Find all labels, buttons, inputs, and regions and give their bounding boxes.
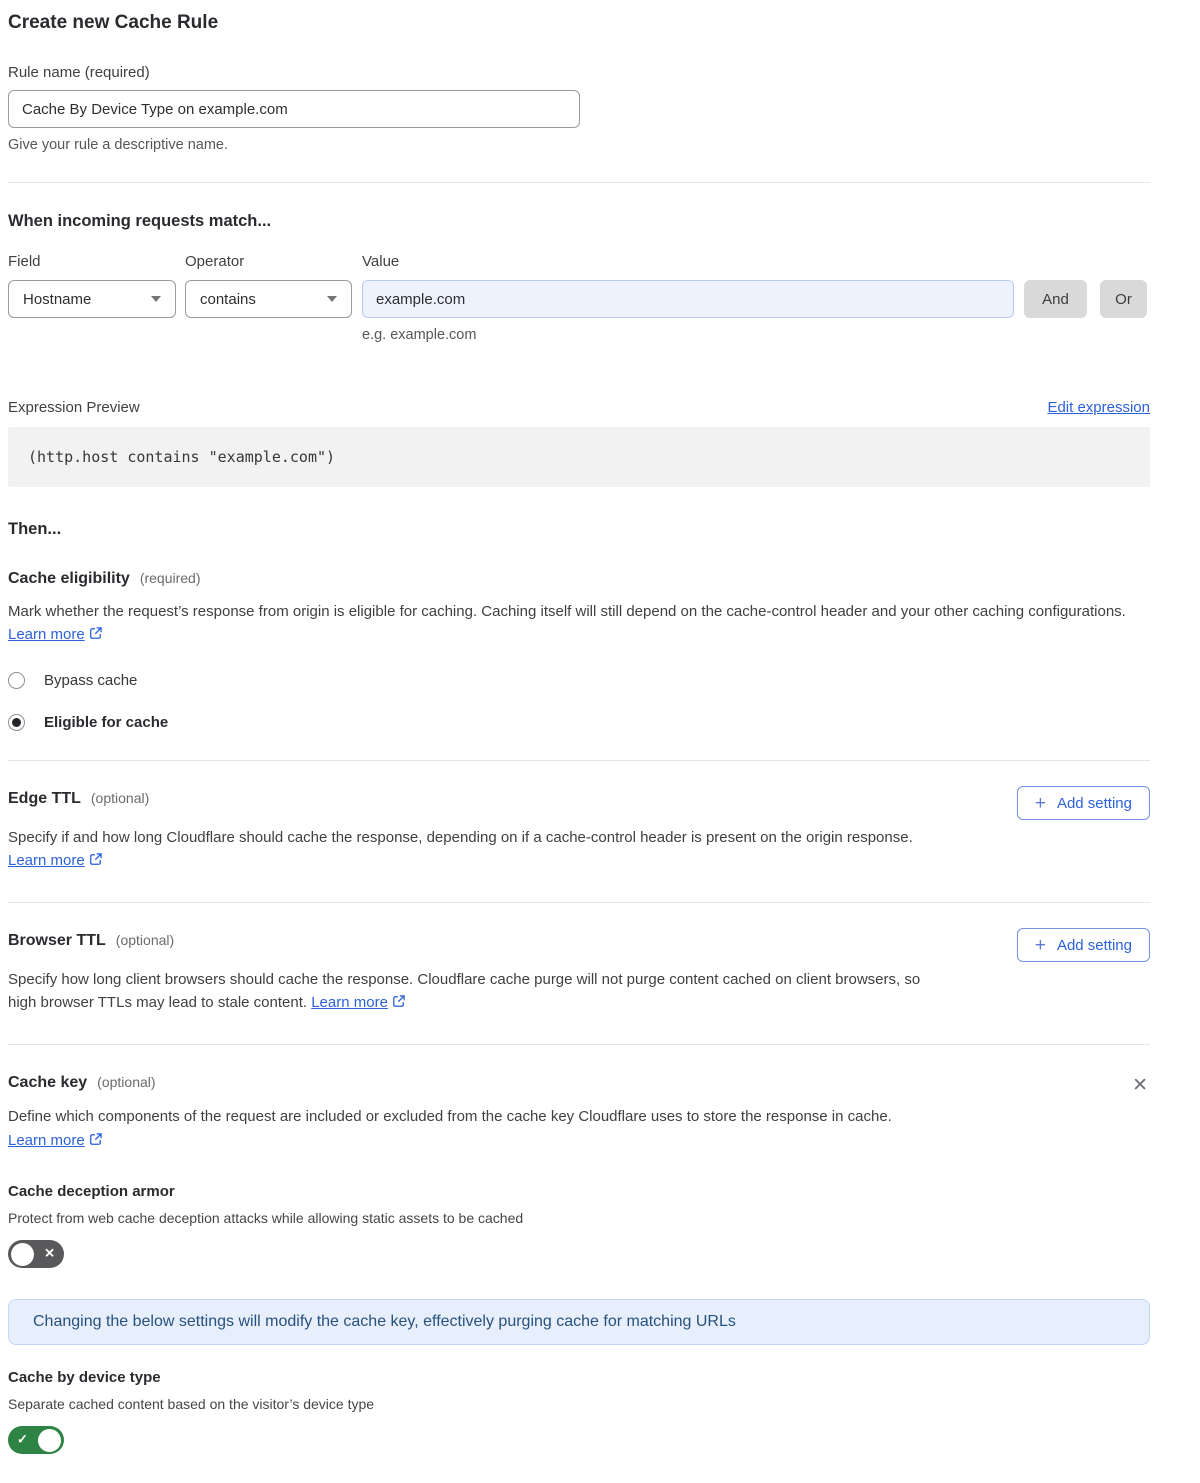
- cache-deception-armor-toggle[interactable]: [8, 1240, 64, 1268]
- edge-ttl-qualifier: (optional): [90, 790, 150, 806]
- browser-ttl-qualifier: (optional): [115, 932, 175, 948]
- toggle-knob: [38, 1429, 61, 1452]
- expression-preview-label: Expression Preview: [8, 399, 140, 416]
- field-label: Field: [8, 253, 41, 270]
- plus-icon: +: [1034, 934, 1046, 956]
- rule-name-input[interactable]: [8, 90, 580, 128]
- cache-key-learn-more-link[interactable]: Learn more: [8, 1132, 85, 1149]
- browser-ttl-title: Browser TTL: [8, 932, 106, 949]
- external-link-icon: [89, 624, 103, 647]
- edge-ttl-add-setting-button[interactable]: [1017, 786, 1150, 820]
- field-column: [8, 253, 176, 318]
- divider: [8, 1044, 1150, 1045]
- radio-bypass-cache-label: Bypass cache: [44, 672, 138, 689]
- match-heading: When incoming requests match...: [8, 212, 272, 230]
- cache-deception-armor-title: Cache deception armor: [8, 1183, 175, 1200]
- and-or-group: [1024, 253, 1147, 318]
- browser-ttl-description: [8, 968, 926, 1015]
- and-button[interactable]: And: [1024, 280, 1087, 318]
- radio-bypass-cache[interactable]: [8, 672, 1150, 689]
- browser-ttl-header: [8, 932, 1150, 962]
- match-row: [8, 253, 1150, 343]
- radio-eligible-for-cache[interactable]: [8, 714, 1150, 731]
- divider: [8, 760, 1150, 761]
- field-select[interactable]: [8, 280, 176, 318]
- browser-ttl-add-setting-label: Add setting: [1056, 936, 1132, 954]
- close-icon[interactable]: ✕: [1132, 1075, 1148, 1096]
- browser-ttl-title-row: [8, 932, 174, 950]
- expression-code: (http.host contains "example.com"): [8, 427, 1150, 487]
- cache-by-device-type-toggle[interactable]: [8, 1426, 64, 1454]
- cache-deception-armor-description: Protect from web cache deception attacks while allowing static assets to be cached: [8, 1210, 524, 1226]
- cache-key-learn-more-row: [8, 1129, 1150, 1153]
- edge-ttl-title-row: [8, 790, 149, 808]
- value-input[interactable]: [362, 280, 1014, 318]
- edge-ttl-add-setting-label: Add setting: [1056, 794, 1132, 812]
- or-button[interactable]: Or: [1100, 280, 1147, 318]
- cache-eligibility-description: [8, 600, 1150, 647]
- radio-selected-icon: [8, 714, 25, 731]
- value-column: [362, 253, 1014, 343]
- divider: [8, 902, 1150, 903]
- cache-by-device-type-description: Separate cached content based on the visitor’s device type: [8, 1396, 375, 1412]
- external-link-icon: [89, 850, 103, 873]
- edge-ttl-description: [8, 826, 926, 873]
- cache-key-title-row: [8, 1074, 156, 1092]
- browser-ttl-section: [8, 932, 1150, 1015]
- chevron-down-icon: [151, 296, 161, 302]
- cache-by-device-type-title: Cache by device type: [8, 1369, 161, 1386]
- radio-dot: [12, 718, 21, 727]
- toggle-on-icon: ✓: [17, 1431, 28, 1447]
- operator-select-value: contains: [200, 290, 256, 308]
- page-title: Create new Cache Rule: [8, 12, 219, 33]
- cache-eligibility-qualifier: (required): [139, 570, 201, 586]
- cache-eligibility-title: Cache eligibility: [8, 570, 130, 587]
- chevron-down-icon: [327, 296, 337, 302]
- edge-ttl-section: [8, 790, 1150, 873]
- browser-ttl-description-text: Specify how long client browsers should cache the response. Cloudflare cache purge will not purge content cached on client browsers, so high browser TTLs may lead to stale content.: [8, 971, 921, 1011]
- cache-eligibility-title-row: [8, 570, 1150, 588]
- cache-eligibility-learn-more-link[interactable]: Learn more: [8, 626, 85, 643]
- browser-ttl-learn-more-link[interactable]: Learn more: [311, 994, 388, 1011]
- cache-key-description: Define which components of the request are included or excluded from the cache key Cloudflare uses to store the response in cache.: [8, 1108, 892, 1125]
- rule-name-label: Rule name (required): [8, 64, 150, 81]
- toggle-off-icon: ✕: [44, 1245, 55, 1261]
- radio-icon: [8, 672, 25, 689]
- plus-icon: +: [1034, 792, 1046, 814]
- operator-select[interactable]: [185, 280, 352, 318]
- toggle-knob: [11, 1243, 34, 1266]
- external-link-icon: [392, 992, 406, 1015]
- edge-ttl-header: [8, 790, 1150, 820]
- edge-ttl-learn-more-link[interactable]: Learn more: [8, 852, 85, 869]
- cache-eligibility-description-text: Mark whether the request’s response from origin is eligible for caching. Caching itself will still depend on the cache-control header and your other caching configurations.: [8, 603, 1126, 620]
- cache-key-warning-banner: Changing the below settings will modify the cache key, effectively purging cache for matching URLs: [8, 1299, 1150, 1345]
- edit-expression-link[interactable]: Edit expression: [1047, 399, 1150, 416]
- value-label: Value: [362, 253, 400, 270]
- edge-ttl-title: Edge TTL: [8, 790, 81, 807]
- rule-name-help: Give your rule a descriptive name.: [8, 137, 229, 153]
- cache-eligibility-section: [8, 570, 1150, 731]
- browser-ttl-add-setting-button[interactable]: [1017, 928, 1150, 962]
- rule-name-section: [8, 64, 1150, 153]
- cache-key-title: Cache key: [8, 1074, 88, 1091]
- operator-column: [185, 253, 352, 318]
- field-select-value: Hostname: [23, 290, 92, 308]
- external-link-icon: [89, 1130, 103, 1153]
- expression-header: [8, 399, 1150, 416]
- operator-label: Operator: [185, 253, 245, 270]
- value-help: e.g. example.com: [362, 327, 477, 343]
- cache-key-header: [8, 1074, 1150, 1097]
- cache-key-section: [8, 1074, 1150, 1459]
- radio-eligible-for-cache-label: Eligible for cache: [44, 714, 169, 731]
- then-heading: Then...: [8, 520, 62, 538]
- edge-ttl-description-text: Specify if and how long Cloudflare should cache the response, depending on if a cache-control header is present on the origin response.: [8, 829, 913, 846]
- divider: [8, 182, 1150, 183]
- cache-key-qualifier: (optional): [97, 1074, 156, 1090]
